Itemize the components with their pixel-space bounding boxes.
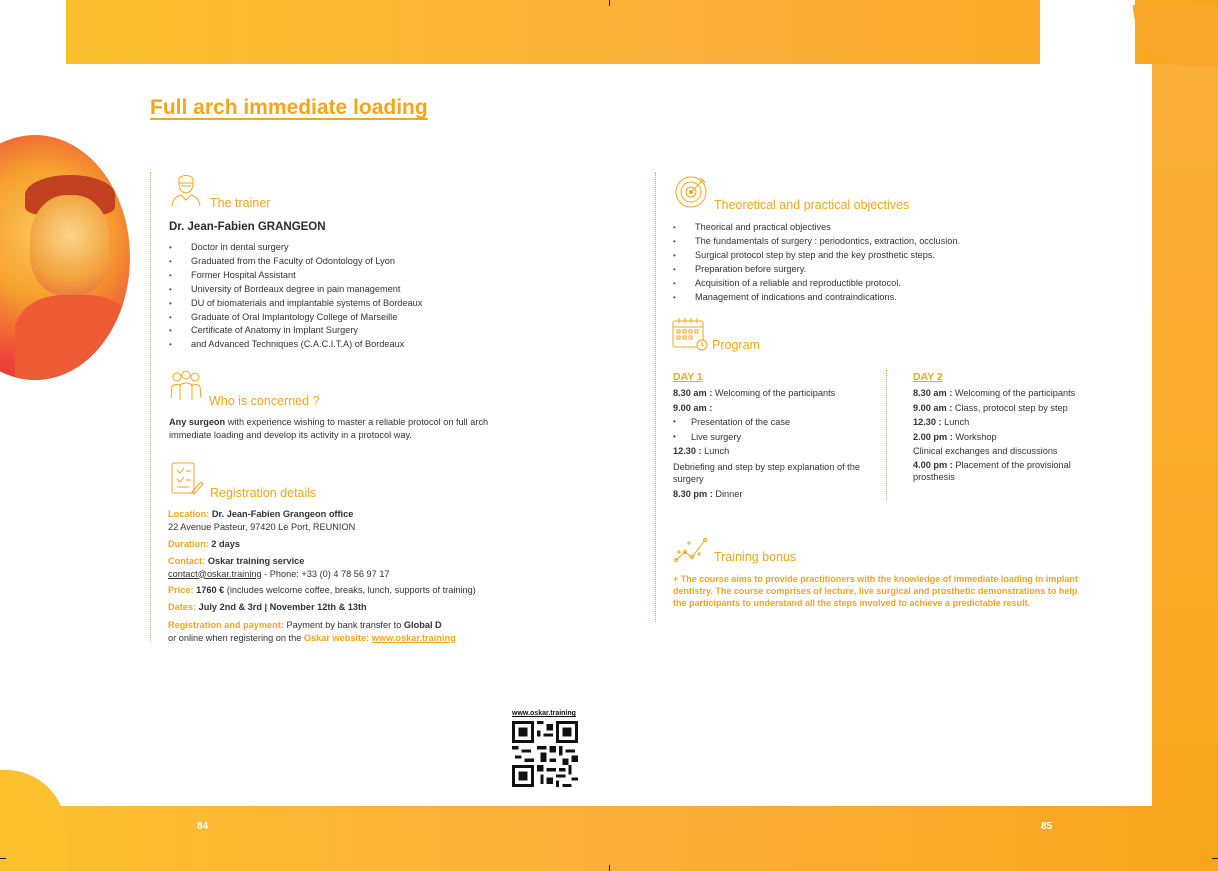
group-icon [168, 368, 204, 404]
registration-payment [168, 619, 588, 644]
payment-site-label: Oskar website: [303, 632, 372, 643]
payment-recipient: Global D [403, 620, 442, 630]
list-item: • Management of indications and contraindications. [673, 291, 1033, 305]
list-item: • The fundamentals of surgery : periodontics, extraction, occlusion. [673, 235, 1033, 249]
day1-line [673, 487, 868, 502]
dates-value: July 2nd & 3rd | November 12th & 13th [198, 602, 367, 612]
time: 9.00 am : [913, 402, 953, 413]
activity: Class, protocol step by step [952, 402, 1068, 413]
crop-mark [0, 858, 6, 859]
day1-title: DAY 1 [673, 371, 703, 383]
time: 9.00 am : [673, 402, 713, 413]
top-band [0, 0, 1218, 64]
payment-text: Payment by bank transfer to [283, 620, 404, 630]
payment-label: Registration and payment: [168, 620, 284, 630]
target-icon [673, 173, 709, 209]
day-divider [886, 370, 887, 500]
time: 12.30 : [913, 417, 942, 427]
day2-line [913, 459, 1113, 483]
day1-subitem: • Live surgery [673, 430, 868, 445]
list-item: • Theorical and practical objectives [673, 221, 1033, 235]
location-address: 22 Avenue Pasteur, 97420 Le Port, REUNION [168, 521, 356, 532]
list-item: • Graduate of Oral Implantology College of Marseille [169, 311, 469, 325]
objectives-section-title: Theoretical and practical objectives [714, 198, 910, 212]
page-title: Full arch immediate loading [150, 96, 428, 119]
day2-line [913, 401, 1113, 416]
page-number-left: 84 [197, 821, 209, 832]
contact-phone: - Phone: +33 (0) 4 78 56 97 17 [261, 568, 390, 579]
registration-location [168, 508, 568, 533]
crop-mark [609, 0, 610, 6]
activity: Welcoming of the participants [952, 388, 1076, 398]
day1-line: Debriefing and step by step explanation of the surgery [673, 461, 860, 484]
photo-shoulders [15, 295, 130, 380]
registration-dates [168, 601, 588, 614]
day2-line [913, 386, 1113, 401]
qr-label[interactable]: www.oskar.training [512, 710, 576, 717]
day2-title: DAY 2 [913, 371, 943, 383]
contact-label: Contact: [168, 556, 206, 566]
concerned-body: with experience wishing to master a reliable protocol on full arch immediate loading and develop its activity in a protocol way. [169, 417, 489, 440]
program-section-title: Program [712, 338, 760, 352]
left-column-divider [150, 172, 151, 642]
trainer-credentials-list [169, 241, 469, 352]
bottom-band [0, 806, 1218, 871]
price-label: Price: [168, 585, 194, 595]
list-item: • Acquisition of a reliable and reproductible protocol. [673, 277, 1033, 291]
time: 8.30 am : [913, 388, 953, 398]
time: 2.00 pm : [913, 431, 953, 442]
list-item: • and Advanced Techniques (C.A.C.I.T.A) of Bordeaux [169, 338, 469, 352]
day1-subitem: • Presentation of the case [673, 415, 868, 430]
objectives-list [673, 221, 1033, 304]
time: 8.30 am : [673, 388, 713, 398]
list-item: • Preparation before surgery. [673, 263, 1033, 277]
activity: Lunch [701, 446, 730, 456]
list-item: • Doctor in dental surgery [169, 241, 469, 255]
activity: Lunch [941, 417, 970, 427]
dates-label: Dates: [168, 602, 197, 612]
top-right-notch [1040, 0, 1135, 66]
registration-contact [168, 555, 588, 580]
day1-schedule [673, 371, 868, 501]
trainer-name: Dr. Jean-Fabien GRANGEON [169, 221, 326, 233]
payment-line2: or online when registering on the [168, 632, 304, 643]
activity: Dinner [712, 488, 743, 499]
registration-price [168, 584, 588, 597]
trainer-section-title: The trainer [210, 196, 271, 210]
registration-section-title: Registration details [210, 486, 317, 500]
day2-line [913, 415, 1113, 430]
crop-mark [1212, 858, 1218, 859]
time: 8.30 pm : [673, 488, 713, 499]
list-item: • Former Hospital Assistant [169, 269, 469, 283]
page-number-right: 85 [1041, 821, 1053, 832]
doctor-icon [168, 172, 204, 208]
time: 12.30 : [673, 446, 702, 456]
duration-value: 2 days [211, 539, 240, 549]
bonus-section-title: Training bonus [714, 550, 797, 564]
list-item: • DU of biomaterials and implantable systems of Bordeaux [169, 297, 469, 311]
duration-label: Duration: [168, 539, 209, 549]
activity: Workshop [952, 431, 997, 442]
crop-mark [609, 865, 610, 871]
day1-line [673, 444, 868, 459]
time: 4.00 pm : [913, 459, 953, 470]
bonus-text: + The course aims to provide practitioners with the knowledge of immediate loading in implant dentistry. The course comprises of lecture, live surgical and prosthetic demonstrations to help the participants to understand all the steps involved to achieve a predictable result. [673, 574, 1078, 608]
day1-line [673, 401, 868, 416]
activity: Placement of the provisional prosthesis [913, 459, 1071, 482]
price-note: (includes welcome coffee, breaks, lunch, supports of training) [224, 585, 476, 595]
location-label: Location: [168, 509, 210, 519]
growth-chart-icon [673, 532, 709, 568]
list-item: • Graduated from the Faculty of Odontology of Lyon [169, 255, 469, 269]
location-value: Dr. Jean-Fabien Grangeon office [211, 509, 354, 519]
price-value: 1760 € [196, 585, 225, 595]
concerned-text [169, 416, 529, 441]
day1-line [673, 386, 868, 401]
photo-face [30, 195, 110, 295]
contact-value: Oskar training service [207, 556, 305, 566]
left-margin [0, 0, 66, 806]
activity: Welcoming of the participants [712, 388, 836, 398]
list-item: • University of Bordeaux degree in pain management [169, 283, 469, 297]
day2-schedule [913, 371, 1113, 483]
qr-code[interactable] [512, 721, 578, 787]
calendar-icon [672, 316, 708, 352]
website-link[interactable]: www.oskar.training [371, 632, 456, 643]
right-column-divider [655, 172, 656, 622]
right-band [1152, 64, 1218, 871]
day2-line [913, 430, 1113, 445]
day2-line: Clinical exchanges and discussions [913, 446, 1058, 456]
left-edge [0, 0, 6, 64]
list-item: • Certificate of Anatomy in Implant Surgery [169, 324, 469, 338]
concerned-section-title: Who is concerned ? [209, 394, 320, 408]
concerned-lead: Any surgeon [169, 417, 226, 427]
list-item: • Surgical protocol step by step and the key prosthetic steps. [673, 249, 1033, 263]
registration-duration [168, 538, 568, 551]
contact-email-link[interactable]: contact@oskar.training [168, 568, 262, 579]
clipboard-icon [168, 460, 204, 496]
